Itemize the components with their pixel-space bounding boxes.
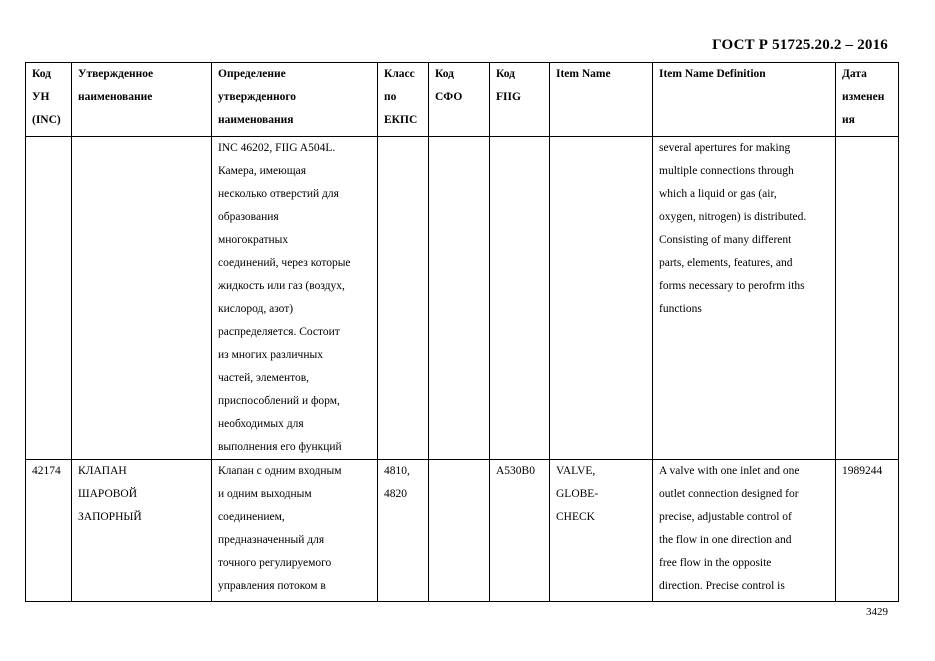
cell-inc [26, 137, 72, 460]
page-number: 3429 [866, 606, 888, 618]
cell-definition: Клапан с одним входным и одним выходным соединением, предназначенный для точного регулируемого управления потоком в [212, 460, 378, 602]
table-row [26, 460, 899, 602]
cell-item-name [550, 137, 653, 460]
catalog-table [25, 62, 899, 602]
col-header-definition: Определение утвержденного наименования [212, 63, 378, 137]
cell-fiig-code [490, 137, 550, 460]
cell-change-date [836, 137, 899, 460]
col-header-fiig-code: Код FIIG [490, 63, 550, 137]
col-header-item-name: Item Name [550, 63, 653, 137]
document-title: ГОСТ Р 51725.20.2 – 2016 [712, 37, 888, 53]
cell-sfo-code [429, 460, 490, 602]
col-header-inc: Код УН (INC) [26, 63, 72, 137]
table-row [26, 137, 899, 460]
cell-change-date: 1989244 [836, 460, 899, 602]
cell-ekps-class: 4810, 4820 [378, 460, 429, 602]
cell-definition: INC 46202, FIIG A504L. Камера, имеющая несколько отверстий для образования многократных соединений, через которые жидкость или газ (воздух, кислород, азот) распределяется. Состоит из многих различных частей, элементов, приспособлений и форм, необходимых для выполнения его функций [212, 137, 378, 460]
cell-approved-name [72, 137, 212, 460]
cell-approved-name: КЛАПАН ШАРОВОЙ ЗАПОРНЫЙ [72, 460, 212, 602]
cell-item-name: VALVE, GLOBE- CHECK [550, 460, 653, 602]
col-header-ekps-class: Класс по ЕКПС [378, 63, 429, 137]
cell-item-name-definition: several apertures for making multiple connections through which a liquid or gas (air, oxygen, nitrogen) is distributed. Consisting of many different parts, elements, features, and forms necessary to perofrm iths functions [653, 137, 836, 460]
cell-ekps-class [378, 137, 429, 460]
cell-item-name-definition: A valve with one inlet and one outlet connection designed for precise, adjustable control of the flow in one direction and free flow in the opposite direction. Precise control is [653, 460, 836, 602]
cell-fiig-code: A530B0 [490, 460, 550, 602]
col-header-item-name-definition: Item Name Definition [653, 63, 836, 137]
col-header-change-date: Дата изменен ия [836, 63, 899, 137]
table-header-row [26, 63, 899, 137]
cell-sfo-code [429, 137, 490, 460]
cell-inc: 42174 [26, 460, 72, 602]
col-header-sfo-code: Код СФО [429, 63, 490, 137]
col-header-approved-name: Утвержденное наименование [72, 63, 212, 137]
